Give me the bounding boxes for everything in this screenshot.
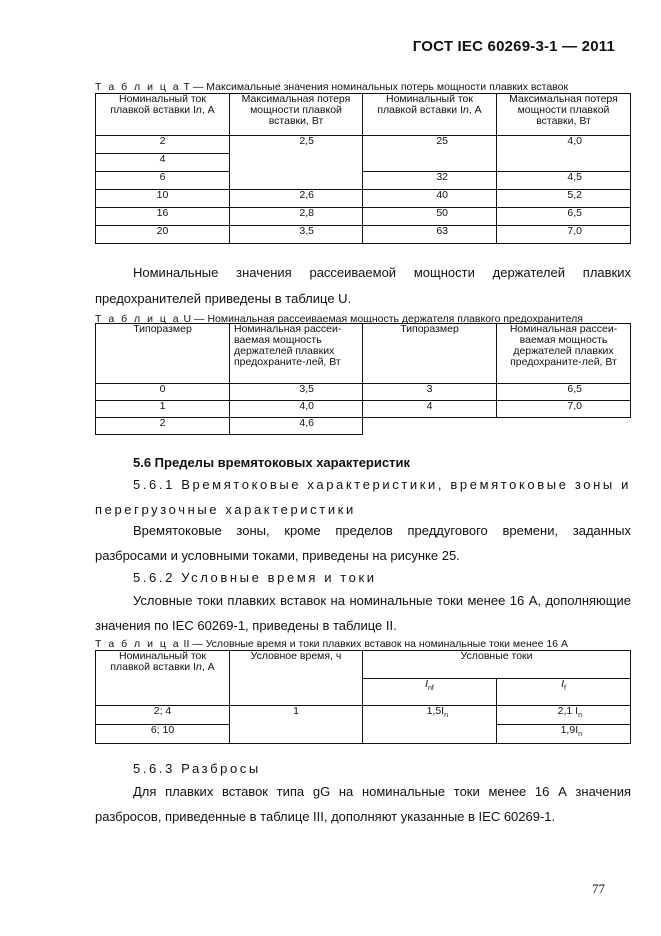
paragraph-power-dissipation: Номинальные значения рассеиваемой мощности держателей плавких предохранителей приведены в таблице U. bbox=[95, 265, 631, 306]
table-header-cell: $I_{nf}$ bbox=[363, 679, 497, 706]
table-header-cell: Максимальная потеря мощности плавкой вставки, Вт bbox=[230, 94, 363, 136]
table-t bbox=[95, 93, 631, 244]
table-header-cell: $I_f$ bbox=[497, 679, 631, 706]
subsection-5-6-1-body: Времятоковые зоны, кроме пределов преддугового времени, заданных разбросами и условными токами, приведены на рисунке 25. bbox=[95, 523, 631, 563]
subsection-5-6-2-title: 5.6.2 Условные время и токи bbox=[133, 570, 377, 585]
table-header-cell: Типоразмер bbox=[96, 324, 230, 384]
table-row: 4 bbox=[96, 154, 631, 172]
document-header: ГОСТ IEC 60269-3-1 — 2011 bbox=[412, 38, 615, 55]
page-number: 77 bbox=[592, 881, 605, 896]
table-header-cell: Номинальный ток плавкой вставки In, А bbox=[96, 94, 230, 136]
table-row: 6 32 4,5 bbox=[96, 172, 631, 190]
table-row: 2 4,6 bbox=[96, 418, 631, 435]
table-u bbox=[95, 323, 631, 435]
table-row: 16 2,8 50 6,5 bbox=[96, 208, 631, 226]
table-header-cell: Условное время, ч bbox=[230, 651, 363, 706]
subsection-5-6-3-body: Для плавких вставок типа gG на номинальные токи менее 16 А значения разбросов, приведенные в таблице III, дополняют указанные в IEC 60269-1. bbox=[95, 784, 631, 824]
table-t-caption: Т а б л и ц а Т — Максимальные значения номинальных потерь мощности плавких вставок bbox=[95, 81, 569, 93]
table-header-cell: Максимальная потеря мощности плавкой вставки, Вт bbox=[497, 94, 631, 136]
section-heading-5-6: 5.6 Пределы времятоковых характеристик bbox=[133, 455, 410, 470]
table-header-cell: Номинальный ток плавкой вставки In, А bbox=[363, 94, 497, 136]
table-header-cell: Условные токи bbox=[363, 651, 631, 679]
table-row: 2; 4 1 $1,5I_n$ 2,1 $I_n$ bbox=[96, 706, 631, 725]
table-ii bbox=[95, 650, 631, 744]
table-row: 10 2,6 40 5,2 bbox=[96, 190, 631, 208]
subsection-5-6-3-title: 5.6.3 Разбросы bbox=[133, 761, 261, 776]
subsection-5-6-2-body: Условные токи плавких вставок на номинальные токи менее 16 А, дополняющие значения по IEC 60269-1, приведены в таблице II. bbox=[95, 593, 631, 633]
subsection-5-6-1-title: 5.6.1 Времятоковые характеристики, времятоковые зоны и перегрузочные характеристики bbox=[95, 477, 631, 517]
table-row: 2 2,5 25 4,0 bbox=[96, 136, 631, 154]
table-row: 20 3,5 63 7,0 bbox=[96, 226, 631, 244]
table-header-cell: Номинальная рассеи-ваемая мощность держателей плавких предохраните-лей, Вт bbox=[497, 324, 631, 384]
table-header-cell: Типоразмер bbox=[363, 324, 497, 384]
table-header-cell: Номинальная рассеи-ваемая мощность держателей плавких предохраните-лей, Вт bbox=[230, 324, 363, 384]
table-row: 0 3,5 3 6,5 bbox=[96, 384, 631, 401]
table-row: 6; 10 $1,9I_n$ bbox=[96, 725, 631, 744]
table-u-caption: Т а б л и ц а U — Номинальная рассеиваемая мощность держателя плавкого предохранителя bbox=[95, 313, 583, 325]
table-ii-caption: Т а б л и ц а II — Условные время и токи плавких вставок на номинальные токи менее 16 А bbox=[95, 638, 568, 650]
table-header-cell: Номинальный ток плавкой вставки In, А bbox=[96, 651, 230, 706]
table-row: 1 4,0 4 7,0 bbox=[96, 401, 631, 418]
